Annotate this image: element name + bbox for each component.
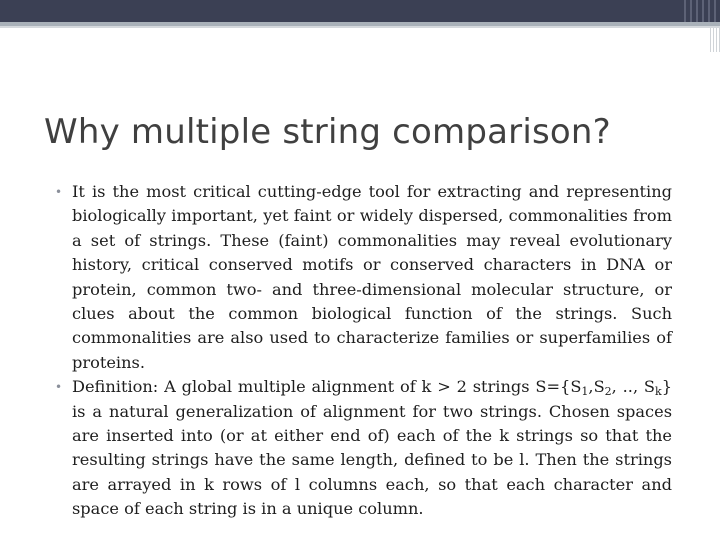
- subscript-2: 2: [604, 385, 612, 399]
- bullet-icon: •: [55, 185, 63, 199]
- slide-body: [52, 180, 672, 522]
- bullet-item-1: [52, 180, 672, 375]
- top-banner: [0, 0, 720, 22]
- banner-stripes: [680, 0, 720, 22]
- accent-line-light: [0, 26, 720, 28]
- bullet-item-2: [52, 375, 672, 521]
- separator-1: ,S: [588, 377, 605, 397]
- bullet-text-1: It is the most critical cutting-edge tool for extracting and representing biologically important, yet faint or widely dispersed, commonalities from a set of strings. These (faint) commonalities may reveal evolutionary history, critical conserved motifs or conserved characters in DNA or protein, common two- and three-dimensional molecular structure, or clues about the common biological function of the strings. Such commonalities are also used to characterize families or superfamilies of proteins.: [72, 182, 672, 372]
- slide-title: Why multiple string comparison?: [44, 112, 611, 152]
- bullet-text-2-prefix: Definition: A global multiple alignment of k > 2 strings S={S: [72, 377, 582, 397]
- decorative-rule: [710, 28, 720, 52]
- subscript-k: k: [655, 385, 662, 399]
- separator-2: , .., S: [611, 377, 656, 397]
- bullet-icon: •: [55, 380, 63, 395]
- subscript-1: 1: [581, 385, 589, 399]
- bullet-text-2-suffix: } is a natural generalization of alignment for two strings. Chosen spaces are inserted into (or at either end of) each of the k strings so that the resulting strings have the same length, defined to be l. Then the strings are arrayed in k rows of l columns each, so that each character and space of each string is in a unique column.: [72, 377, 672, 519]
